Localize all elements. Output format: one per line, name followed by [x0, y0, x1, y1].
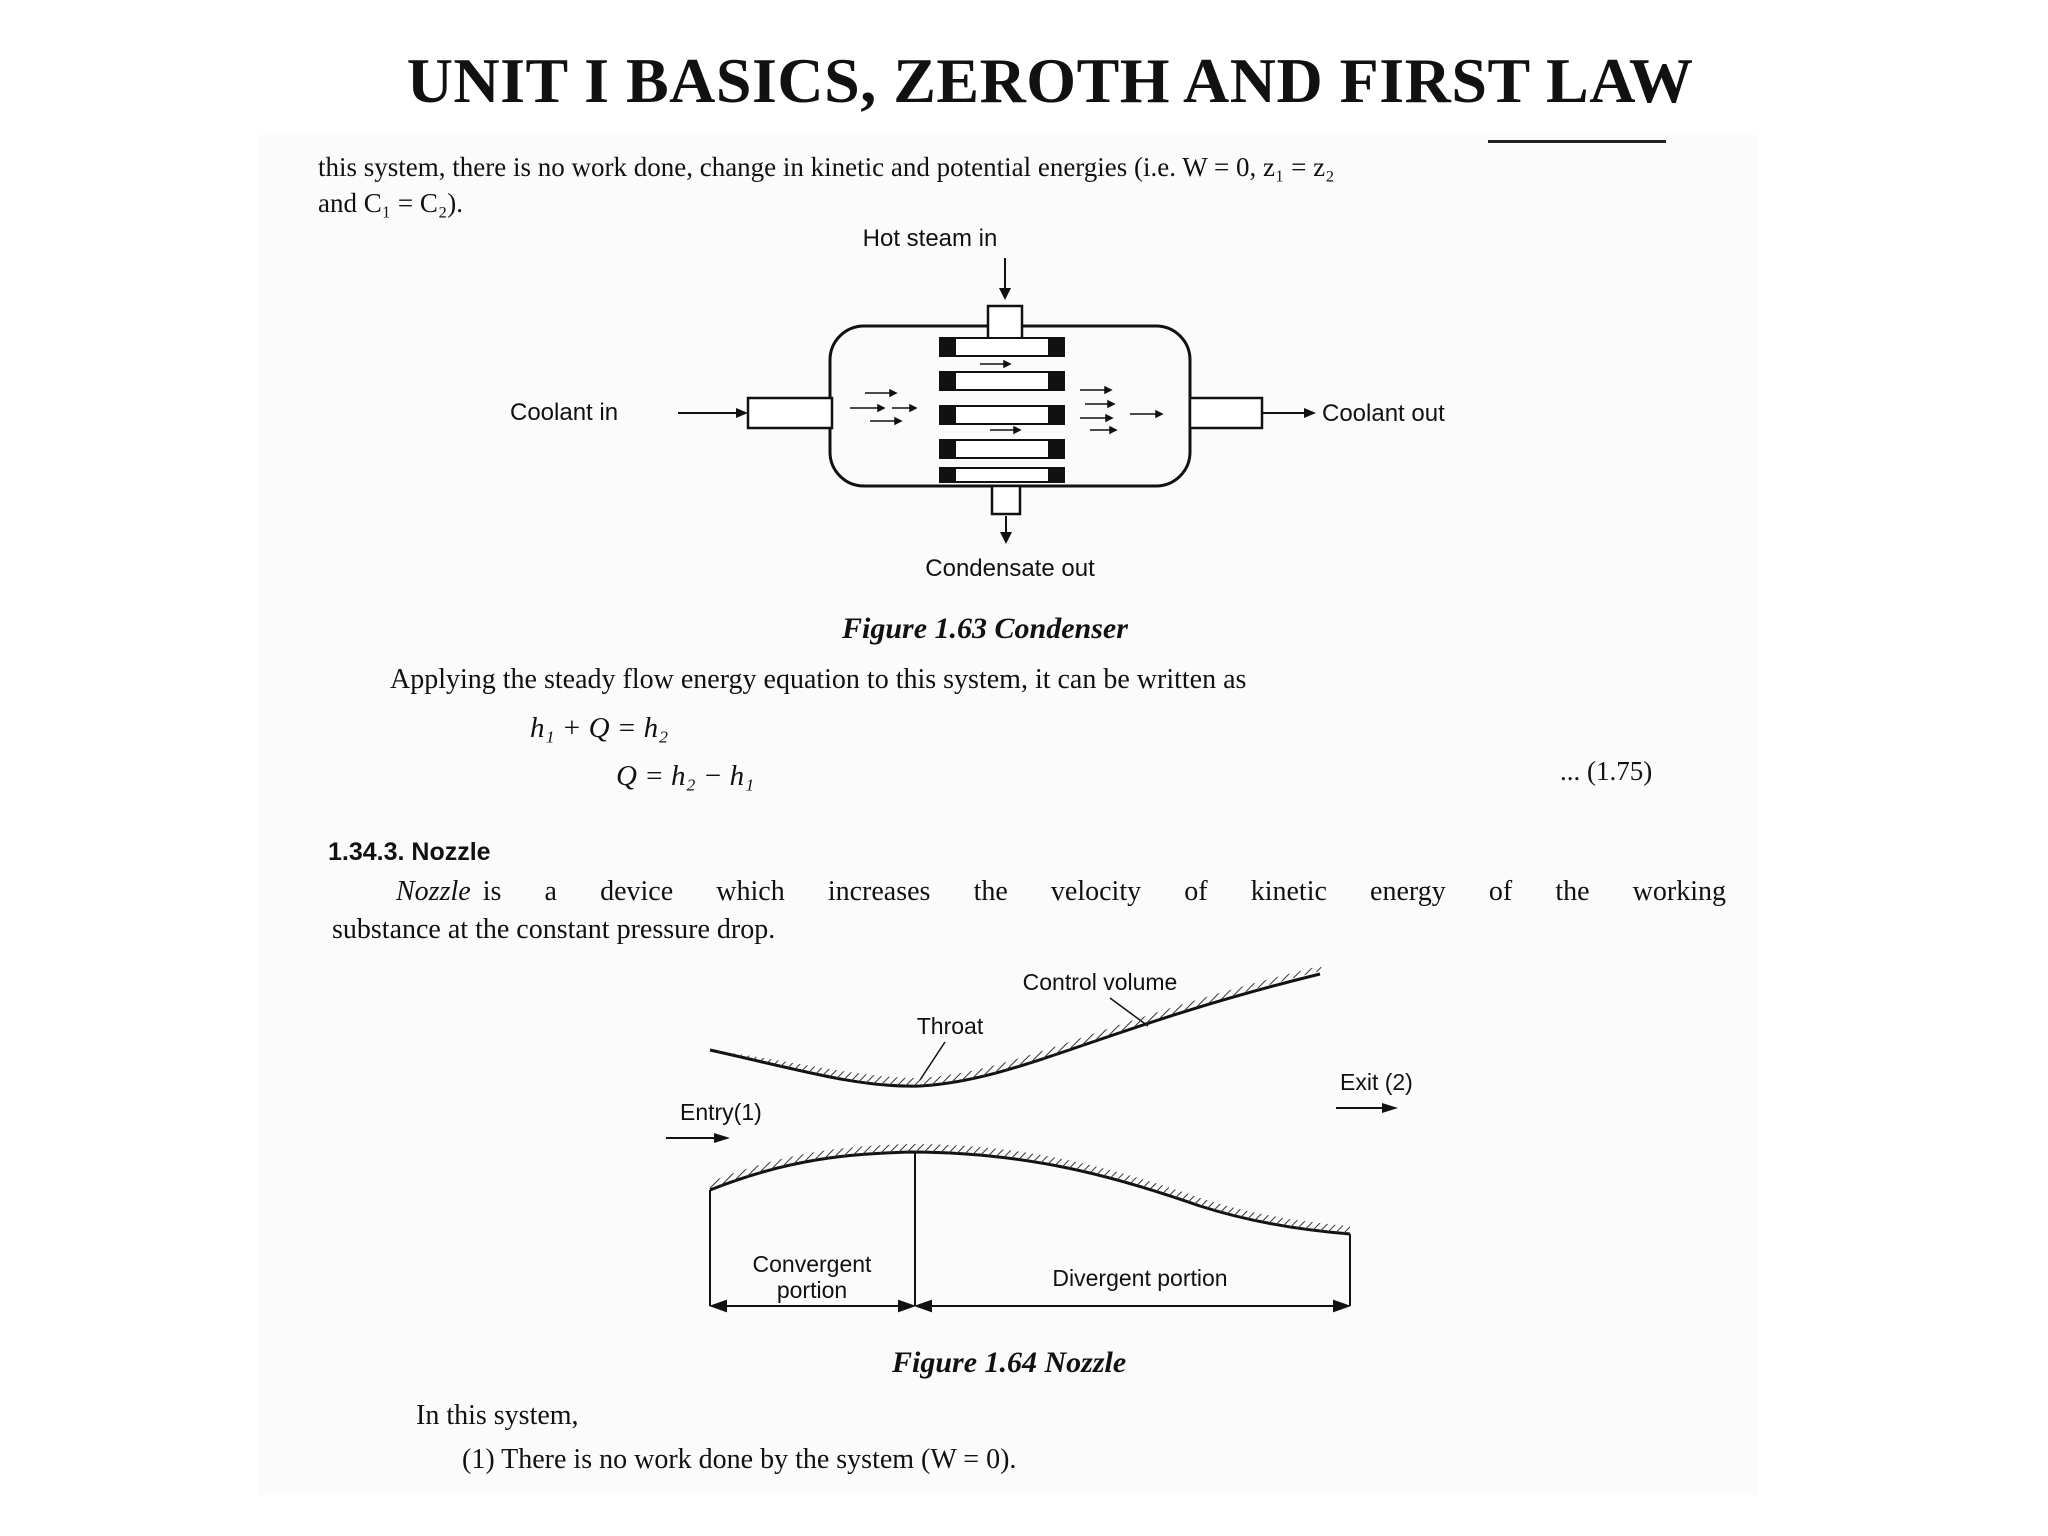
condensate-outlet-nozzle	[992, 486, 1020, 514]
coolant-inlet-pipe	[748, 398, 832, 428]
equation-2: Q = h₂ − h₁	[616, 760, 755, 792]
page-title: UNIT I BASICS, ZEROTH AND FIRST LAW	[406, 45, 1694, 116]
nozzle-lower-wall	[710, 1152, 1350, 1234]
entry-arrowhead	[714, 1133, 730, 1143]
condensate-out-label: Condensate out	[925, 555, 1095, 582]
equation-1: h₁ + Q = h₂	[530, 712, 669, 744]
steam-in-arrowhead	[999, 288, 1011, 300]
coolant-in-label: Coolant in	[510, 399, 619, 426]
exit-label: Exit (2)	[1340, 1069, 1413, 1095]
control-volume-label: Control volume	[1022, 969, 1178, 995]
condenser-caption: Figure 1.63 Condenser	[842, 612, 1128, 645]
divergent-label: Divergent portion	[1052, 1265, 1228, 1291]
nozzle-caption: Figure 1.64 Nozzle	[892, 1346, 1127, 1379]
intro-line-1: this system, there is no work done, change in kinetic and potential energies (i.e. W = 0, z₁ = z₂	[318, 152, 1335, 182]
nozzle-term: Nozzle	[396, 876, 471, 907]
intro-line-2: and C₁ = C₂).	[318, 188, 464, 218]
section-heading-nozzle: 1.34.3. Nozzle	[328, 838, 491, 866]
throat-pointer	[920, 1042, 945, 1080]
coolant-out-arrowhead	[1304, 408, 1316, 418]
condensate-arrowhead	[1000, 532, 1012, 544]
condenser-diagram	[500, 218, 1560, 588]
system-line-2: (1) There is no work done by the system (W = 0).	[462, 1444, 1017, 1475]
coolant-outlet-pipe	[1190, 398, 1262, 428]
system-line-1: In this system,	[416, 1400, 579, 1431]
nozzle-definition-line-2: substance at the constant pressure drop.	[332, 914, 776, 945]
tube-bank	[940, 338, 1064, 482]
nozzle-definition-line-1	[396, 876, 1726, 908]
exit-arrowhead	[1382, 1103, 1398, 1113]
convergent-label-2: portion	[776, 1277, 848, 1303]
nozzle-diagram	[600, 958, 1460, 1338]
convergent-label-1: Convergent	[752, 1251, 872, 1277]
sfee-text: Applying the steady flow energy equation to this system, it can be written as	[390, 664, 1247, 695]
coolant-in-arrowhead	[736, 408, 748, 418]
nozzle-definition-rest: is a device which increases the velocity of kinetic energy of the working	[482, 876, 1726, 907]
entry-label: Entry(1)	[680, 1099, 762, 1125]
coolant-out-label: Coolant out	[1322, 400, 1445, 427]
steam-inlet-nozzle	[988, 306, 1022, 342]
underline-stroke	[1488, 140, 1666, 143]
throat-label: Throat	[916, 1013, 984, 1039]
equation-number: ... (1.75)	[1560, 756, 1653, 786]
hot-steam-in-label: Hot steam in	[862, 225, 998, 252]
